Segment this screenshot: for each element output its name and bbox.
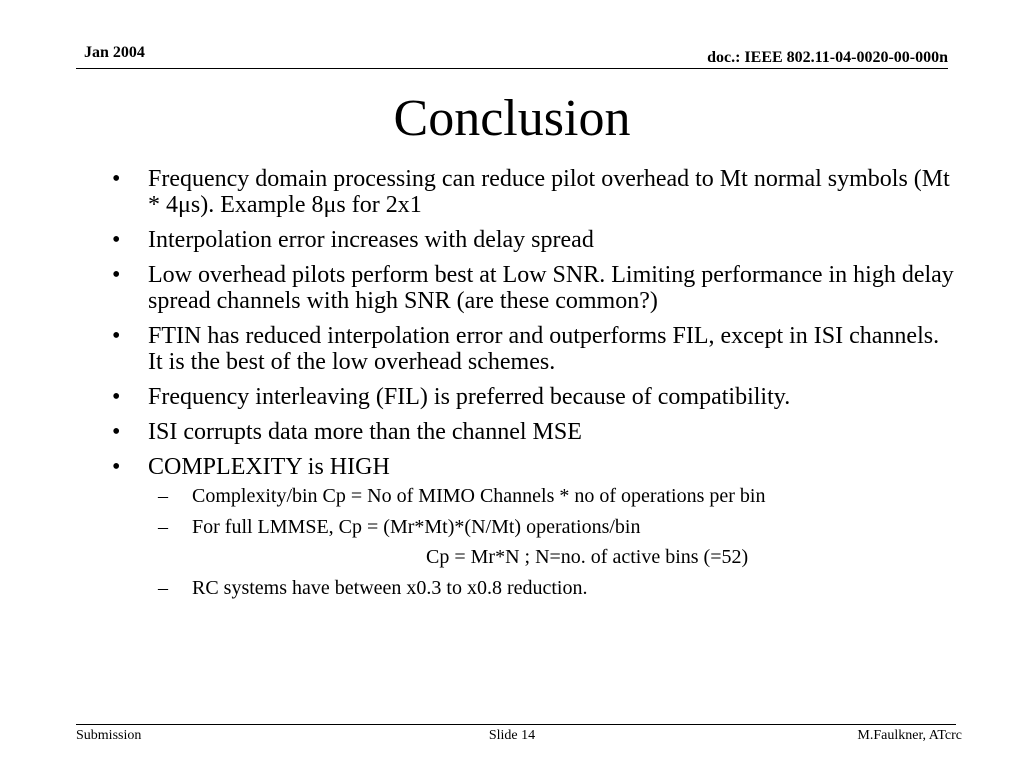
sub-bullet-text: Cp = Mr*N ; N=no. of active bins (=52) (426, 546, 749, 568)
sub-bullet-marker: – (158, 485, 168, 507)
footer-left: Submission (76, 728, 142, 743)
sub-bullet-item (148, 577, 958, 600)
header-doc-id: doc.: IEEE 802.11-04-0020-00-000n (707, 49, 948, 66)
slide-title: Conclusion (393, 90, 631, 147)
sub-bullet-continuation (148, 546, 958, 569)
bullet-item (108, 323, 958, 375)
bullet-marker: • (112, 384, 121, 410)
bullet-marker: • (112, 227, 121, 253)
footer-slide-number: Slide 14 (488, 728, 536, 743)
bullet-marker: • (112, 166, 121, 192)
bullet-marker: • (112, 454, 121, 480)
bullet-item (108, 262, 958, 314)
sub-bullet-marker: – (158, 516, 168, 538)
sub-bullet-text: For full LMMSE, Cp = (Mr*Mt)*(N/Mt) operations/bin (192, 516, 641, 538)
sub-bullet-text: RC systems have between x0.3 to x0.8 reduction. (192, 577, 588, 599)
bullet-text: Low overhead pilots perform best at Low SNR. Limiting performance in high delay spread channels with high SNR (are these common?) (148, 262, 954, 314)
bullet-text: Frequency interleaving (FIL) is preferred because of compatibility. (148, 384, 791, 410)
header-divider (76, 68, 948, 69)
slide-content (108, 166, 958, 608)
bullet-text: COMPLEXITY is HIGH (148, 454, 390, 480)
sub-bullet-item (148, 516, 958, 539)
bullet-item (108, 166, 958, 218)
sub-bullet-text: Complexity/bin Cp = No of MIMO Channels * no of operations per bin (192, 485, 766, 507)
bullet-marker: • (112, 419, 121, 445)
bullet-item (108, 419, 958, 445)
bullet-text: FTIN has reduced interpolation error and outperforms FIL, except in ISI channels. It is the best of the low overhead schemes. (148, 323, 940, 375)
header-date: Jan 2004 (84, 44, 145, 61)
bullet-text: Frequency domain processing can reduce pilot overhead to Mt normal symbols (Mt * 4μs). Example 8μs for 2x1 (148, 166, 950, 218)
footer-divider (76, 724, 956, 725)
bullet-item (108, 384, 958, 410)
footer-author: M.Faulkner, ATcrc (857, 728, 962, 743)
sub-bullet-item (148, 485, 958, 508)
bullet-marker: • (112, 262, 121, 288)
bullet-marker: • (112, 323, 121, 349)
bullet-text: Interpolation error increases with delay spread (148, 227, 594, 253)
bullet-item (108, 454, 958, 480)
sub-bullet-marker: – (158, 577, 168, 599)
bullet-item (108, 227, 958, 253)
bullet-text: ISI corrupts data more than the channel MSE (148, 419, 582, 445)
